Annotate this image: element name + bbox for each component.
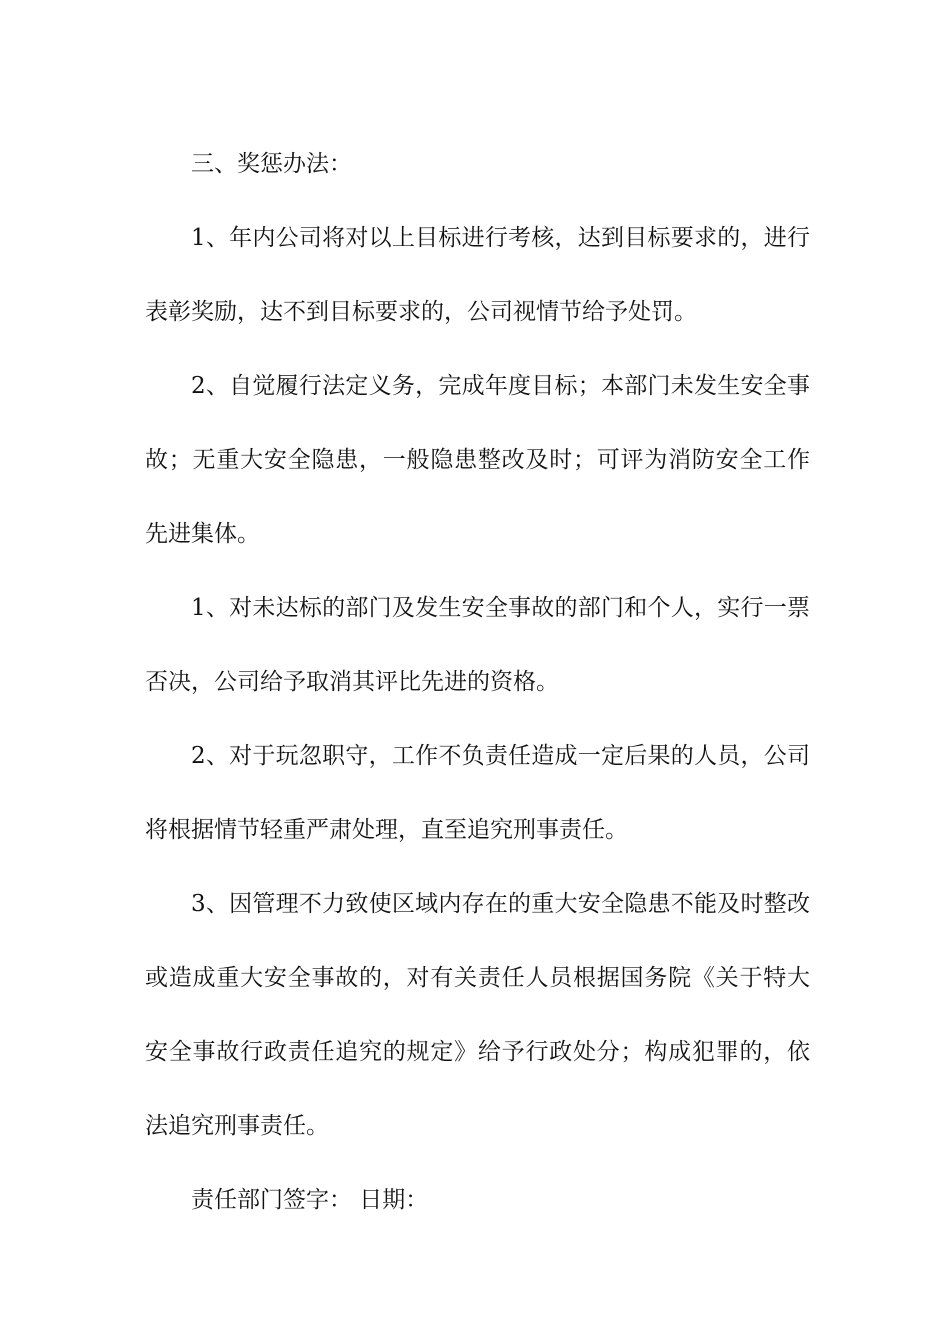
paragraph-3: 1、对未达标的部门及发生安全事故的部门和个人，实行一票否决，公司给予取消其评比先进的资格。 <box>145 595 810 695</box>
section-heading: 三、奖惩办法： <box>191 151 352 177</box>
paragraph-1: 1、年内公司将对以上目标进行考核，达到目标要求的，进行表彰奖励，达不到目标要求的，公司视情节给予处罚。 <box>145 225 810 325</box>
paragraph-4: 2、对于玩忽职守，工作不负责任造成一定后果的人员，公司将根据情节轻重严肃处理，直至追究刑事责任。 <box>145 743 810 843</box>
signature-line: 责任部门签字： 日期： <box>191 1187 429 1213</box>
document-body <box>145 127 810 1237</box>
paragraph-5: 3、因管理不力致使区域内存在的重大安全隐患不能及时整改或造成重大安全事故的，对有关责任人员根据国务院《关于特大安全事故行政责任追究的规定》给予行政处分；构成犯罪的，依法追究刑事责任。 <box>145 891 810 1139</box>
paragraph-2: 2、自觉履行法定义务，完成年度目标；本部门未发生安全事故；无重大安全隐患，一般隐患整改及时；可评为消防安全工作先进集体。 <box>145 373 810 547</box>
